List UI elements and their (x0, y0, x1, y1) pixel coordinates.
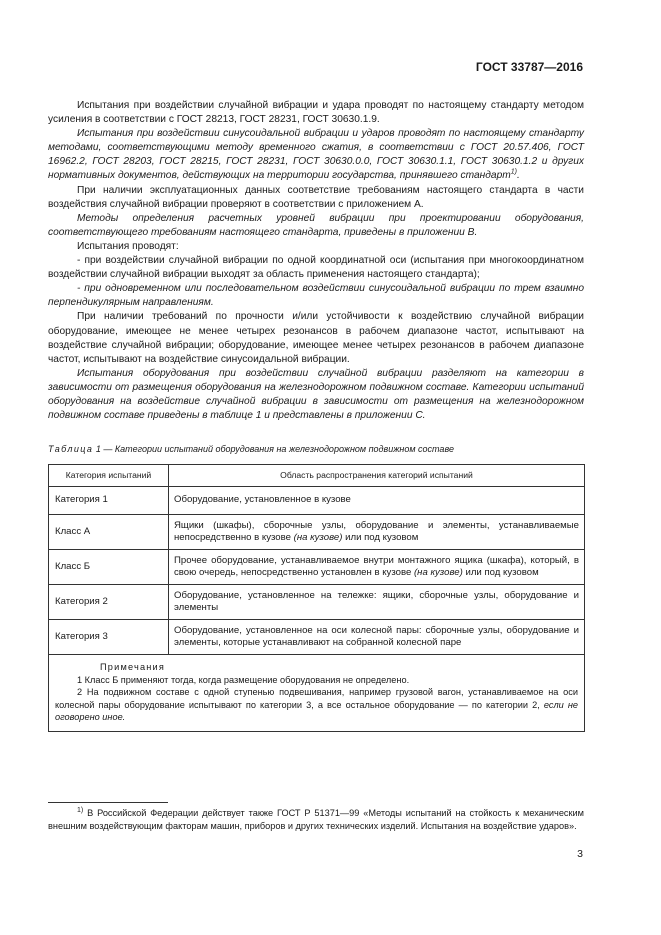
paragraph-7: - при одновременном или последовательном воздействии синусоидальной вибрации по трем взаимно перпендикулярным направлениям. (48, 283, 584, 309)
paragraph-5: Испытания проводят: (77, 240, 179, 252)
note-2-text: 2 На подвижном составе с одной ступенью подвешивания, например грузовой вагон, устанавливаемое на оси колесной пары оборудование испытывают по категории 3, а все остальное оборудование — по категории 2, (55, 687, 578, 710)
footnote-divider (48, 802, 168, 803)
page-number: 3 (577, 848, 583, 860)
table-caption-prefix: Таблица (48, 444, 94, 454)
table-notes-row (49, 655, 585, 732)
paragraph-1: Испытания при воздействии случайной вибрации и удара проводят по настоящему стандарту методом усиления в соответствии с ГОСТ 28213, ГОСТ 28231, ГОСТ 30630.1.9. (48, 100, 584, 126)
note-2-italic: если не оговорено иное. (55, 699, 578, 723)
table-caption (48, 444, 454, 454)
footnote-text (48, 807, 584, 833)
standard-header: ГОСТ 33787—2016 (475, 60, 583, 74)
area-cell: Оборудование, установленное на оси колесной пары: сборочные узлы, оборудование и элементы, которые устанавливают на собранной колесной паре (169, 620, 585, 655)
paragraph-2 (48, 127, 584, 183)
table-row (49, 585, 585, 620)
area-italic: (на кузове) (413, 567, 463, 578)
note-2 (55, 686, 578, 724)
column-header-category: Категория испытаний (49, 465, 169, 487)
categories-table (48, 464, 585, 732)
table-row (49, 620, 585, 655)
area-cell: Оборудование, установленное на тележке: ящики, сборочные узлы, оборудование и элементы (169, 585, 585, 620)
paragraph-9: Испытания оборудования при воздействии случайной вибрации разделяют на категории в зависимости от размещения оборудования на железнодорожном подвижном составе. Категории испытаний оборудования на воздействие случайной вибрации в зависимости от размещения на железнодорожном подвижном составе приведены в таблице 1 и представлены в приложении С. (48, 367, 584, 422)
paragraph-6: - при воздействии случайной вибрации по одной координатной оси (испытания при многокоординатном воздействии случайной вибрации выходят за область применения настоящего стандарта); (48, 255, 584, 281)
footnote-mark: 1) (77, 806, 84, 814)
area-text-end: или под кузовом (342, 532, 419, 543)
area-cell (169, 515, 585, 550)
area-text: Прочее оборудование, устанавливаемое внутри монтажного ящика (шкафа), который, в свою очередь, непосредственно установлен в кузове (174, 554, 579, 578)
notes-title: Примечания (100, 662, 166, 672)
area-text: Ящики (шкафы), сборочные узлы, оборудование и элементы, устанавливаемые непосредственно в кузове (174, 519, 579, 543)
category-cell: Класс Б (49, 550, 169, 585)
paragraph-3: При наличии эксплуатационных данных соответствие требованиям настоящего стандарта в части воздействия случайной вибрации проверяют в соответствии с приложением А. (48, 184, 584, 210)
area-cell (169, 550, 585, 585)
category-cell: Класс А (49, 515, 169, 550)
column-header-area: Область распространения категорий испытаний (169, 465, 585, 487)
table-row (49, 550, 585, 585)
paragraph-2-end: . (516, 170, 520, 182)
table-row (49, 487, 585, 515)
note-1: 1 Класс Б применяют тогда, когда размещение оборудования не определено. (77, 674, 410, 685)
table-notes (49, 655, 585, 732)
area-italic: (на кузове) (293, 532, 343, 543)
area-cell: Оборудование, установленное в кузове (169, 487, 585, 515)
footnote (48, 807, 584, 833)
table-caption-text: 1 — Категории испытаний оборудования на железнодорожном подвижном составе (95, 444, 454, 454)
category-cell: Категория 3 (49, 620, 169, 655)
paragraph-2-text: Испытания при воздействии синусоидальной вибрации и ударов проводят по настоящему стандарту методами, соответствующими методу временного сжатия, в соответствии с ГОСТ 20.57.406, ГОСТ 16962.2, ГОСТ 28203, ГОСТ 28215, ГОСТ 28231, ГОСТ 30630.0.0, ГОСТ 30630.1.1, ГОСТ 30630.1.2 и других нормативных документов, действующих на территории государства, принявшего стандарт (48, 128, 584, 182)
paragraph-4: Методы определения расчетных уровней вибрации при проектировании оборудования, соответствующего требованиям настоящего стандарта, приведены в приложении В. (48, 212, 584, 238)
paragraph-8: При наличии требований по прочности и/или устойчивости к воздействию случайной вибрации оборудование, имеющее не менее четырех резонансов в рабочем диапазоне частот, испытывают на воздействие случайной вибрации; оборудование, имеющее менее четырех резонансов в рабочем диапазоне частот, испытывают на воздействие синусоидальной вибрации. (48, 311, 584, 365)
table-header-row (49, 465, 585, 487)
category-cell: Категория 1 (49, 487, 169, 515)
footnote-ref: 1) (510, 169, 517, 177)
area-text-end: или под кузовом (462, 567, 539, 578)
footnote-body: В Российской Федерации действует также ГОСТ Р 51371—99 «Методы испытаний на стойкость к механическим внешним воздействующим факторам машин, приборов и других технических изделий. Испытания на воздействие ударов». (48, 808, 584, 832)
category-cell: Категория 2 (49, 585, 169, 620)
body-text (48, 99, 584, 423)
table-row (49, 515, 585, 550)
